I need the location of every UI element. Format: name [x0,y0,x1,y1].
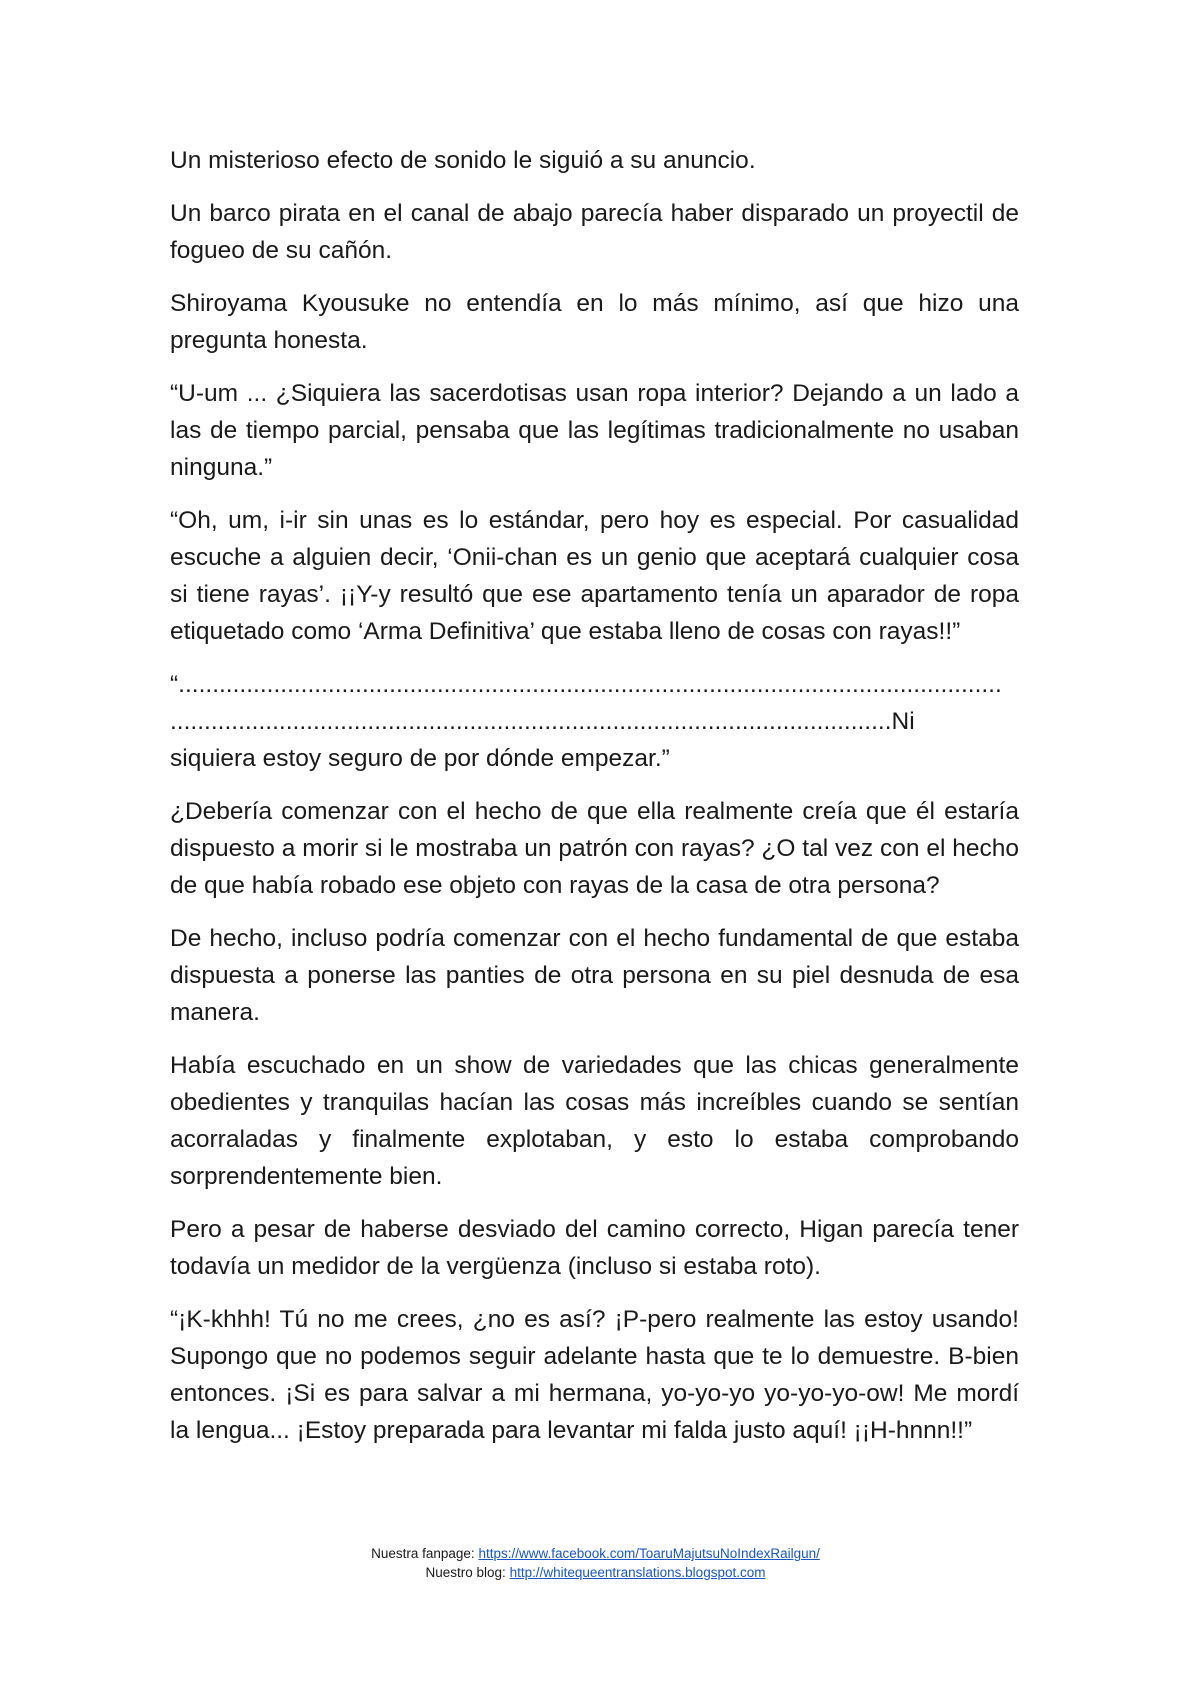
paragraph-2: Un barco pirata en el canal de abajo parecía haber disparado un proyectil de fogueo de su cañón. [170,200,1019,264]
paragraph-7: De hecho, incluso podría comenzar con el hecho fundamental de que estaba dispuesta a ponerse las panties de otra persona en su piel desnuda de esa manera. [170,925,1019,1026]
paragraph-3: Shiroyama Kyousuke no entendía en lo más mínimo, así que hizo una pregunta honesta. [170,290,1019,354]
fanpage-label: Nuestra fanpage: [371,1546,479,1561]
ellipsis-line-1: “......................................................................................................................... [170,671,1002,698]
paragraph-1: Un misterioso efecto de sonido le siguió a su anuncio. [170,147,756,174]
paragraph-10: “¡K-khhh! Tú no me crees, ¿no es así? ¡P-pero realmente las estoy usando! Supongo que no podemos seguir adelante hasta que te lo demuestre. B-bien entonces. ¡Si es para salvar a mi hermana, yo-yo-yo yo-yo-yo-ow! Me mordí la lengua... ¡Estoy preparada para levantar mi falda justo aquí! ¡¡H-hnnn!!” [170,1306,1019,1444]
footer-fanpage-line [0,1544,1191,1563]
page-footer [0,1544,1191,1582]
ellipsis-paragraph [170,666,1019,777]
paragraph-5: “Oh, um, i-ir sin unas es lo estándar, pero hoy es especial. Por casualidad escuche a alguien decir, ‘Onii-chan es un genio que aceptará cualquier cosa si tiene rayas’. ¡¡Y-y resultó que ese apartamento tenía un aparador de ropa etiquetado como ‘Arma Definitiva’ que estaba lleno de cosas con rayas!!” [170,507,1019,645]
paragraph-4: “U-um ... ¿Siquiera las sacerdotisas usan ropa interior? Dejando a un lado a las de tiempo parcial, pensaba que las legítimas tradicionalmente no usaban ninguna.” [170,380,1019,481]
ellipsis-line-2: ..........................................................................................................Ni [170,708,915,735]
footer-blog-line [0,1563,1191,1582]
paragraph-6: ¿Debería comenzar con el hecho de que ella realmente creía que él estaría dispuesto a morir si le mostraba un patrón con rayas? ¿O tal vez con el hecho de que había robado ese objeto con rayas de la casa de otra persona? [170,798,1019,899]
blog-label: Nuestro blog: [425,1565,510,1580]
blog-link[interactable]: http://whitequeentranslations.blogspot.com [509,1565,766,1580]
paragraph-8: Había escuchado en un show de variedades que las chicas generalmente obedientes y tranquilas hacían las cosas más increíbles cuando se sentían acorraladas y finalmente explotaban, y esto lo estaba comprobando sorprendentemente bien. [170,1052,1019,1190]
fanpage-link[interactable]: https://www.facebook.com/ToaruMajutsuNoIndexRailgun/ [478,1546,820,1561]
paragraph-9: Pero a pesar de haberse desviado del camino correcto, Higan parecía tener todavía un medidor de la vergüenza (incluso si estaba roto). [170,1216,1019,1280]
ellipsis-line-3: siquiera estoy seguro de por dónde empezar.” [170,745,670,772]
document-body [170,142,1019,1465]
